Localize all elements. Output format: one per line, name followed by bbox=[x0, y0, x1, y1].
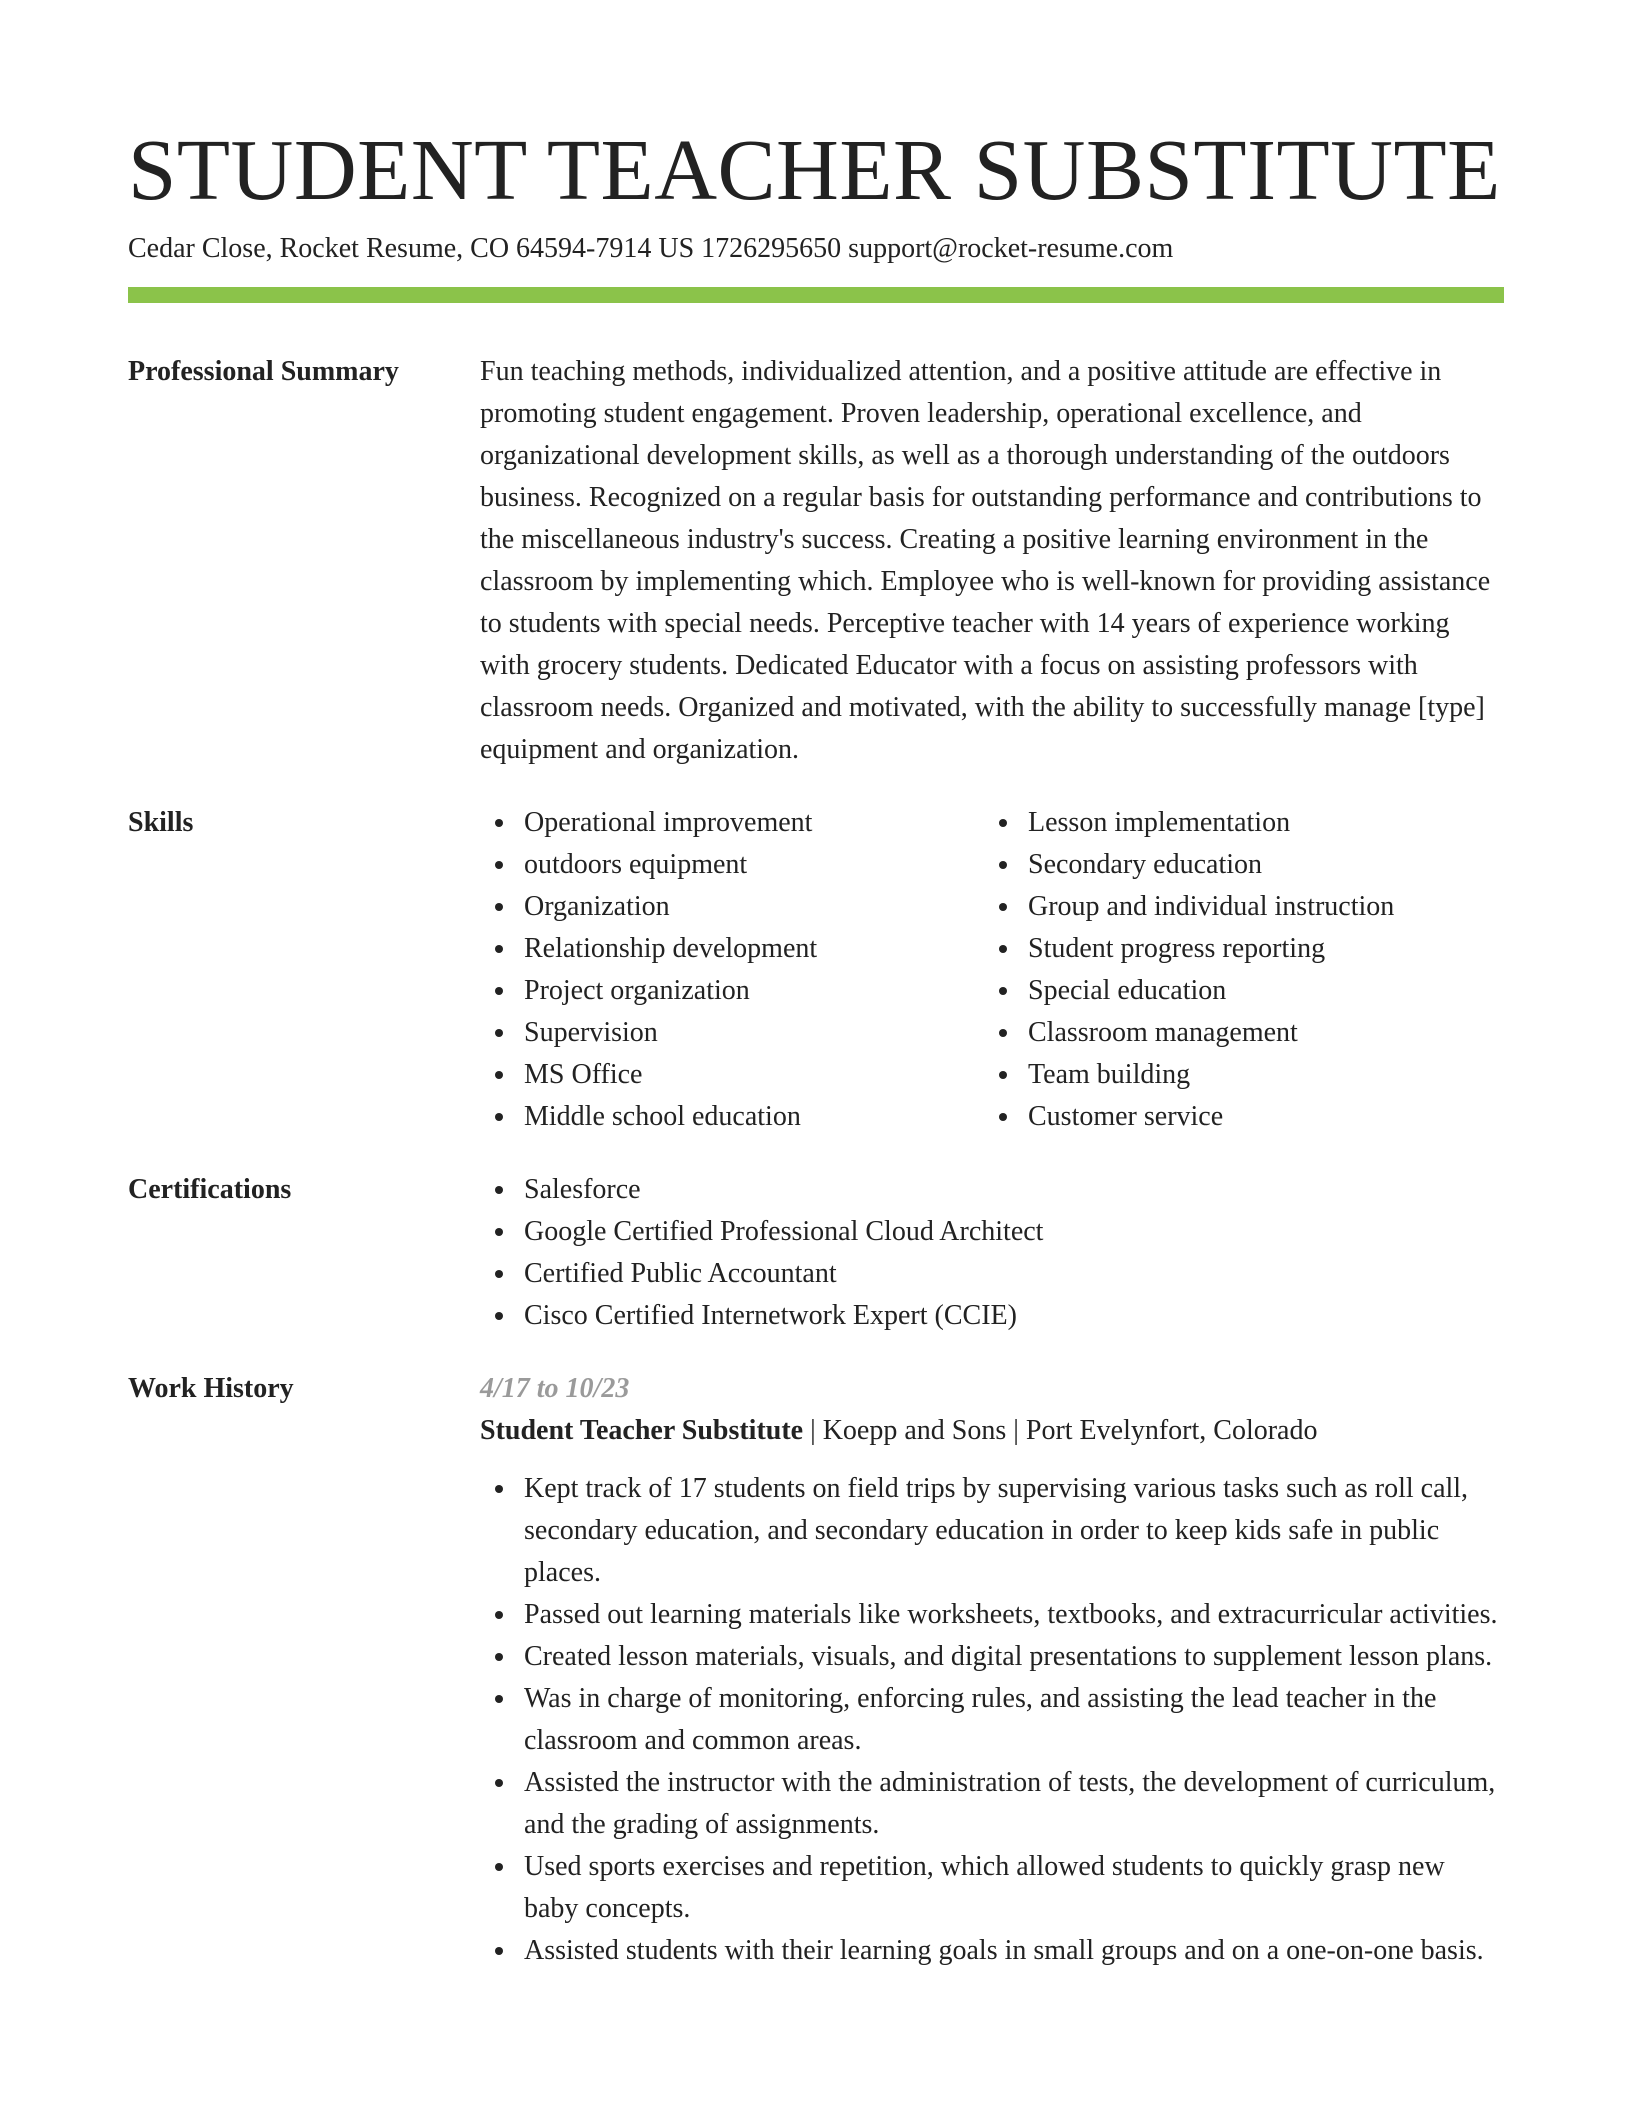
skills-list-left bbox=[480, 802, 984, 1138]
certification-item: Google Certified Professional Cloud Architect bbox=[480, 1211, 1504, 1253]
job-title: Student Teacher Substitute bbox=[480, 1415, 804, 1446]
skills-list-right bbox=[984, 802, 1488, 1138]
resume-name: STUDENT TEACHER SUBSTITUTE bbox=[128, 121, 1501, 218]
summary-section bbox=[128, 351, 1504, 771]
job-duty-item: Passed out learning materials like worksheets, textbooks, and extracurricular activities. bbox=[480, 1594, 1504, 1636]
certifications-section bbox=[128, 1169, 1504, 1337]
skill-item: Team building bbox=[984, 1054, 1488, 1096]
job-duty-item: Created lesson materials, visuals, and digital presentations to supplement lesson plans. bbox=[480, 1636, 1504, 1678]
skill-item: Lesson implementation bbox=[984, 802, 1488, 844]
section-label-certifications: Certifications bbox=[128, 1174, 292, 1205]
summary-text: Fun teaching methods, individualized attention, and a positive attitude are effective in promoting student engagement. Proven leadership, operational excellence, and organizational development skills, as well as a thorough understanding of the outdoors business. Recognized on a regular basis for outstanding performance and contributions to the miscellaneous industry's success. Creating a positive learning environment in the classroom by implementing which. Employee who is well-known for providing assistance to students with special needs. Perceptive teacher with 14 years of experience working with grocery students. Dedicated Educator with a focus on assisting professors with classroom needs. Organized and motivated, with the ability to successfully manage [type] equipment and organization. bbox=[480, 356, 1491, 765]
skill-item: Secondary education bbox=[984, 844, 1488, 886]
job-duty-item: Assisted students with their learning goals in small groups and on a one-on-one basis. bbox=[480, 1930, 1504, 1972]
skill-item: Classroom management bbox=[984, 1012, 1488, 1054]
certifications-body bbox=[480, 1169, 1504, 1337]
skill-item: Group and individual instruction bbox=[984, 886, 1488, 928]
skill-item: outdoors equipment bbox=[480, 844, 984, 886]
accent-divider bbox=[128, 287, 1504, 303]
contact-info: Cedar Close, Rocket Resume, CO 64594-7914 US 1726295650 support@rocket-resume.com bbox=[128, 233, 1174, 264]
skill-item: Middle school education bbox=[480, 1096, 984, 1138]
skill-item: Special education bbox=[984, 970, 1488, 1012]
skill-item: Student progress reporting bbox=[984, 928, 1488, 970]
certification-item: Certified Public Accountant bbox=[480, 1253, 1504, 1295]
skill-item: Customer service bbox=[984, 1096, 1488, 1138]
job-employer-location: | Koepp and Sons | Port Evelynfort, Colorado bbox=[803, 1415, 1318, 1446]
skill-item: Relationship development bbox=[480, 928, 984, 970]
skill-item: Project organization bbox=[480, 970, 984, 1012]
work-history-section bbox=[128, 1368, 1504, 1972]
certification-item: Salesforce bbox=[480, 1169, 1504, 1211]
resume-page bbox=[128, 0, 1504, 1972]
section-label-work-history: Work History bbox=[128, 1373, 294, 1404]
skill-item: Operational improvement bbox=[480, 802, 984, 844]
skills-section bbox=[128, 802, 1504, 1138]
skill-item: Supervision bbox=[480, 1012, 984, 1054]
summary-body bbox=[480, 351, 1504, 771]
job-duty-item: Assisted the instructor with the administration of tests, the development of curriculum, and the grading of assignments. bbox=[480, 1762, 1504, 1846]
skill-item: Organization bbox=[480, 886, 984, 928]
certifications-list bbox=[480, 1169, 1504, 1337]
job-dates: 4/17 to 10/23 bbox=[480, 1373, 630, 1404]
section-label-skills: Skills bbox=[128, 807, 194, 838]
job-heading bbox=[480, 1410, 1504, 1452]
job-duty-item: Kept track of 17 students on field trips by supervising various tasks such as roll call, secondary education, and secondary education in order to keep kids safe in public places. bbox=[480, 1468, 1504, 1594]
skills-columns bbox=[480, 802, 1504, 1138]
certification-item: Cisco Certified Internetwork Expert (CCIE) bbox=[480, 1295, 1504, 1337]
job-duty-item: Used sports exercises and repetition, which allowed students to quickly grasp new baby concepts. bbox=[480, 1846, 1504, 1930]
work-history-body bbox=[480, 1368, 1504, 1972]
skill-item: MS Office bbox=[480, 1054, 984, 1096]
job-duty-item: Was in charge of monitoring, enforcing rules, and assisting the lead teacher in the classroom and common areas. bbox=[480, 1678, 1504, 1762]
section-label-summary: Professional Summary bbox=[128, 356, 399, 387]
job-duties-list bbox=[480, 1468, 1504, 1972]
